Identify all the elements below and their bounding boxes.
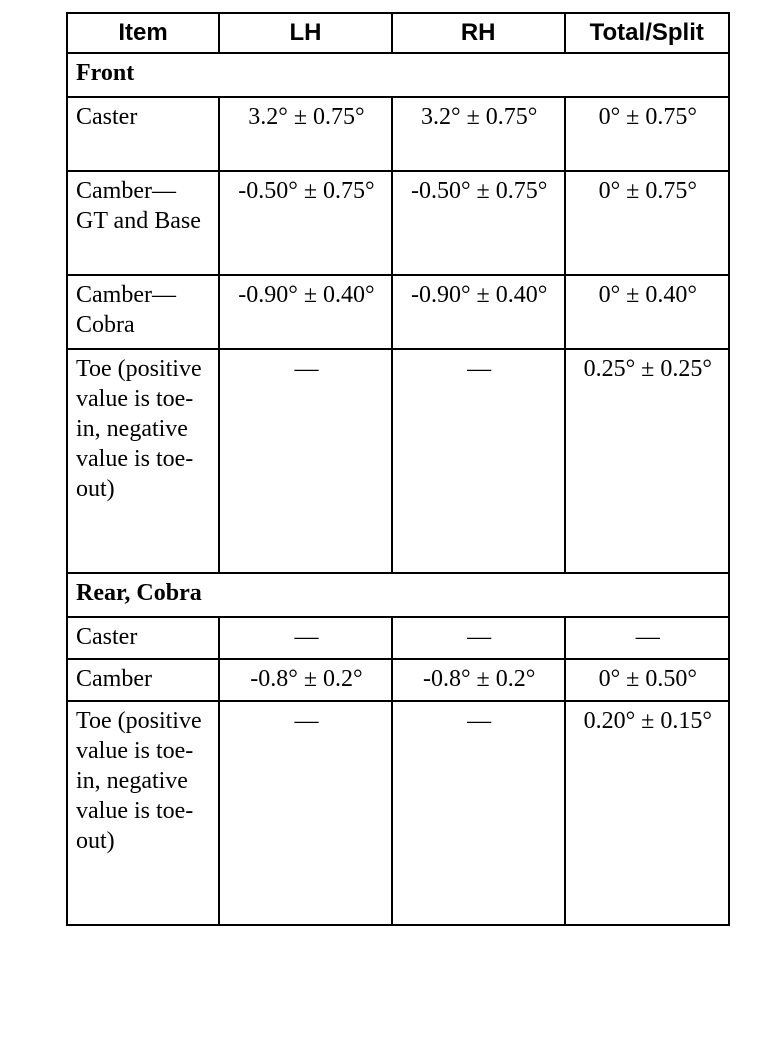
- header-rh: RH: [392, 13, 565, 53]
- total-cell: 0° ± 0.40°: [565, 275, 730, 349]
- lh-cell: 3.2° ± 0.75°: [219, 97, 392, 171]
- alignment-spec-table: [66, 12, 730, 926]
- table-row: [67, 659, 729, 701]
- item-cell: Toe (positive value is toe-in, negative value is toe-out): [67, 349, 219, 573]
- table-row: [67, 617, 729, 659]
- total-cell: 0° ± 0.50°: [565, 659, 730, 701]
- rh-cell: 3.2° ± 0.75°: [392, 97, 565, 171]
- section-title: Rear, Cobra: [67, 573, 729, 617]
- table-row: [67, 97, 729, 171]
- rh-cell: -0.50° ± 0.75°: [392, 171, 565, 275]
- total-cell: 0° ± 0.75°: [565, 97, 730, 171]
- item-cell: Camber— Cobra: [67, 275, 219, 349]
- item-cell: Camber— GT and Base: [67, 171, 219, 275]
- total-cell: —: [565, 617, 730, 659]
- header-item: Item: [67, 13, 219, 53]
- table-row: [67, 701, 729, 925]
- lh-cell: —: [219, 349, 392, 573]
- rh-cell: —: [392, 617, 565, 659]
- section-row-front: [67, 53, 729, 97]
- table-row: [67, 275, 729, 349]
- rh-cell: —: [392, 349, 565, 573]
- lh-cell: —: [219, 617, 392, 659]
- rh-cell: -0.90° ± 0.40°: [392, 275, 565, 349]
- lh-cell: -0.8° ± 0.2°: [219, 659, 392, 701]
- rh-cell: —: [392, 701, 565, 925]
- lh-cell: -0.90° ± 0.40°: [219, 275, 392, 349]
- lh-cell: -0.50° ± 0.75°: [219, 171, 392, 275]
- table-row: [67, 171, 729, 275]
- table-row: [67, 349, 729, 573]
- header-lh: LH: [219, 13, 392, 53]
- item-cell: Toe (positive value is toe-in, negative value is toe-out): [67, 701, 219, 925]
- lh-cell: —: [219, 701, 392, 925]
- total-cell: 0° ± 0.75°: [565, 171, 730, 275]
- total-cell: 0.25° ± 0.25°: [565, 349, 730, 573]
- item-cell: Caster: [67, 617, 219, 659]
- header-total-split: Total/Split: [565, 13, 730, 53]
- header-row: [67, 13, 729, 53]
- rh-cell: -0.8° ± 0.2°: [392, 659, 565, 701]
- item-cell: Caster: [67, 97, 219, 171]
- section-row-rear-cobra: [67, 573, 729, 617]
- item-cell: Camber: [67, 659, 219, 701]
- total-cell: 0.20° ± 0.15°: [565, 701, 730, 925]
- section-title: Front: [67, 53, 729, 97]
